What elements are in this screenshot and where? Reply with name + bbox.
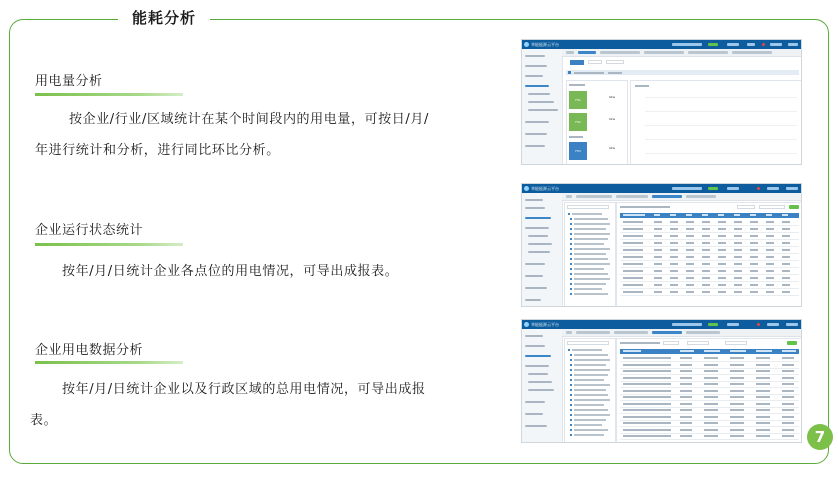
table-cell xyxy=(756,403,770,405)
table-cell xyxy=(734,235,742,237)
table-row-divider xyxy=(620,439,799,440)
table-cell xyxy=(704,390,718,392)
screenshot-power-data-analysis xyxy=(521,319,802,443)
table-cell xyxy=(718,235,726,237)
status-table-panel xyxy=(616,202,802,307)
table-cell xyxy=(782,263,790,265)
table-cell xyxy=(782,270,790,272)
table-cell xyxy=(730,435,744,437)
table-cell xyxy=(704,383,718,385)
table-cell xyxy=(782,284,790,286)
table-cell xyxy=(782,409,794,411)
region-tree-panel xyxy=(564,338,616,443)
app-logo-icon xyxy=(524,186,529,191)
table-row-divider xyxy=(620,426,799,427)
table-cell xyxy=(730,364,744,366)
table-cell xyxy=(623,396,671,398)
table-cell xyxy=(734,242,742,244)
table-cell xyxy=(734,277,742,279)
app-sidebar xyxy=(522,193,563,306)
table-cell xyxy=(702,263,710,265)
table-cell xyxy=(670,235,678,237)
table-cell xyxy=(654,242,662,244)
table-cell xyxy=(623,377,671,379)
table-row-divider xyxy=(620,400,799,401)
table-cell xyxy=(756,364,770,366)
table-cell xyxy=(623,242,643,244)
table-cell xyxy=(730,370,744,372)
section-text-electricity-analysis xyxy=(35,104,505,166)
table-cell xyxy=(782,242,790,244)
table-cell xyxy=(623,416,671,418)
table-cell xyxy=(670,277,678,279)
company-tree-panel xyxy=(564,202,616,307)
table-row-divider xyxy=(620,267,799,268)
table-cell xyxy=(782,416,794,418)
app-sidebar xyxy=(522,49,563,164)
table-cell xyxy=(654,277,662,279)
table-cell xyxy=(766,284,774,286)
table-cell xyxy=(702,228,710,230)
app-logo-icon xyxy=(524,322,529,327)
table-cell xyxy=(680,409,692,411)
table-cell xyxy=(702,221,710,223)
table-row-divider xyxy=(620,288,799,289)
table-cell xyxy=(680,435,692,437)
table-row-divider xyxy=(620,361,799,362)
table-cell xyxy=(718,263,726,265)
table-cell xyxy=(704,422,718,424)
app-title: 华能能源云平台 xyxy=(531,322,559,327)
table-row-divider xyxy=(620,239,799,240)
text-line: 表。 xyxy=(30,413,58,428)
table-cell xyxy=(734,249,742,251)
table-cell xyxy=(766,291,774,293)
app-title: 华能能源云平台 xyxy=(531,42,559,47)
table-cell xyxy=(702,291,710,293)
table-cell xyxy=(734,263,742,265)
table-cell xyxy=(654,291,662,293)
table-cell xyxy=(623,235,643,237)
table-cell xyxy=(730,403,744,405)
table-cell xyxy=(718,228,726,230)
table-cell xyxy=(756,383,770,385)
table-row-divider xyxy=(620,387,799,388)
screenshot-electricity-analysis xyxy=(521,39,802,165)
table-cell xyxy=(718,270,726,272)
table-cell xyxy=(702,284,710,286)
table-cell xyxy=(766,256,774,258)
table-cell xyxy=(766,221,774,223)
app-tabs xyxy=(562,49,801,57)
table-cell xyxy=(730,409,744,411)
table-cell xyxy=(670,270,678,272)
table-cell xyxy=(670,256,678,258)
table-cell xyxy=(704,435,718,437)
table-cell xyxy=(654,270,662,272)
screenshot-operation-status xyxy=(521,183,802,307)
table-cell xyxy=(756,422,770,424)
table-cell xyxy=(730,357,744,359)
table-cell xyxy=(730,429,744,431)
table-cell xyxy=(718,221,726,223)
table-cell xyxy=(734,221,742,223)
section-heading-power-data-analysis: 企业用电数据分析 xyxy=(35,343,144,358)
table-cell xyxy=(623,357,671,359)
section-text-power-data-analysis xyxy=(30,374,505,436)
table-cell xyxy=(704,409,718,411)
text-line: 年进行统计和分析，进行同比环比分析。 xyxy=(35,143,280,158)
table-cell xyxy=(623,390,671,392)
table-cell xyxy=(782,422,794,424)
table-cell xyxy=(750,221,758,223)
table-cell xyxy=(670,228,678,230)
table-cell xyxy=(670,291,678,293)
table-cell xyxy=(756,357,770,359)
table-cell xyxy=(730,422,744,424)
table-cell xyxy=(704,429,718,431)
table-cell xyxy=(686,235,694,237)
table-cell xyxy=(782,256,790,258)
table-cell xyxy=(670,242,678,244)
table-cell xyxy=(756,429,770,431)
table-cell xyxy=(686,291,694,293)
table-cell xyxy=(670,221,678,223)
table-cell xyxy=(750,235,758,237)
table-cell xyxy=(686,256,694,258)
table-cell xyxy=(750,249,758,251)
table-cell xyxy=(756,416,770,418)
table-cell xyxy=(680,383,692,385)
table-cell xyxy=(623,263,643,265)
app-title: 华能能源云平台 xyxy=(531,186,559,191)
app-sidebar xyxy=(522,329,563,442)
table-row-divider xyxy=(620,253,799,254)
table-cell xyxy=(782,383,794,385)
app-topbar xyxy=(522,184,801,193)
table-cell xyxy=(782,277,790,279)
table-cell xyxy=(680,364,692,366)
table-cell xyxy=(680,390,692,392)
table-cell xyxy=(680,357,692,359)
table-cell xyxy=(766,235,774,237)
page-number-badge: 7 xyxy=(807,424,833,450)
table-cell xyxy=(750,228,758,230)
table-cell xyxy=(750,284,758,286)
table-cell xyxy=(718,277,726,279)
app-tabs xyxy=(562,193,801,201)
table-cell xyxy=(766,242,774,244)
table-cell xyxy=(756,396,770,398)
table-row-divider xyxy=(620,381,799,382)
table-cell xyxy=(782,228,790,230)
table-cell xyxy=(750,263,758,265)
kpi-panel xyxy=(566,80,628,165)
table-cell xyxy=(750,270,758,272)
table-cell xyxy=(766,277,774,279)
table-cell xyxy=(623,383,671,385)
table-cell xyxy=(750,291,758,293)
table-cell xyxy=(623,256,643,258)
table-cell xyxy=(670,263,678,265)
app-topbar xyxy=(522,40,801,49)
section-heading-electricity-analysis: 用电量分析 xyxy=(35,74,103,89)
table-cell xyxy=(654,263,662,265)
table-cell xyxy=(670,249,678,251)
table-cell xyxy=(730,416,744,418)
page-title: 能耗分析 xyxy=(118,7,210,28)
kpi-card-code: F03 xyxy=(569,142,587,160)
table-cell xyxy=(734,291,742,293)
table-cell xyxy=(670,284,678,286)
table-cell xyxy=(623,249,643,251)
table-cell xyxy=(782,390,794,392)
table-cell xyxy=(623,429,671,431)
table-cell xyxy=(704,396,718,398)
table-cell xyxy=(782,370,794,372)
table-cell xyxy=(730,377,744,379)
table-row-divider xyxy=(620,433,799,434)
table-cell xyxy=(782,377,794,379)
table-row-divider xyxy=(620,246,799,247)
table-row-divider xyxy=(620,281,799,282)
table-cell xyxy=(750,256,758,258)
table-cell xyxy=(766,270,774,272)
table-cell xyxy=(734,228,742,230)
table-row-divider xyxy=(620,413,799,414)
section-underline xyxy=(35,361,183,364)
table-row-divider xyxy=(620,232,799,233)
table-cell xyxy=(704,364,718,366)
table-cell xyxy=(623,284,643,286)
table-cell xyxy=(756,409,770,411)
table-cell xyxy=(702,242,710,244)
table-cell xyxy=(730,396,744,398)
table-cell xyxy=(702,270,710,272)
table-cell xyxy=(654,249,662,251)
table-cell xyxy=(782,249,790,251)
table-row-divider xyxy=(620,368,799,369)
kpi-card-value: 0kw xyxy=(609,146,616,150)
table-cell xyxy=(623,291,643,293)
table-cell xyxy=(686,249,694,251)
table-cell xyxy=(782,435,794,437)
table-cell xyxy=(686,284,694,286)
table-cell xyxy=(702,277,710,279)
table-cell xyxy=(782,364,794,366)
table-cell xyxy=(680,416,692,418)
table-cell xyxy=(782,221,790,223)
text-line: 按年/月/日统计企业各点位的用电情况，可导出成报表。 xyxy=(62,264,399,279)
table-cell xyxy=(782,357,794,359)
table-cell xyxy=(756,370,770,372)
table-cell xyxy=(702,235,710,237)
table-cell xyxy=(782,429,794,431)
table-cell xyxy=(782,403,794,405)
trend-chart-panel xyxy=(630,80,802,165)
table-cell xyxy=(704,370,718,372)
table-cell xyxy=(686,277,694,279)
table-cell xyxy=(623,228,643,230)
table-cell xyxy=(756,390,770,392)
table-cell xyxy=(704,403,718,405)
table-cell xyxy=(782,235,790,237)
table-cell xyxy=(734,256,742,258)
section-underline xyxy=(35,93,183,96)
table-cell xyxy=(734,270,742,272)
table-cell xyxy=(766,249,774,251)
table-cell xyxy=(718,249,726,251)
table-cell xyxy=(623,364,671,366)
table-cell xyxy=(623,270,643,272)
table-cell xyxy=(756,377,770,379)
power-table-panel xyxy=(616,338,802,443)
table-cell xyxy=(686,221,694,223)
table-cell xyxy=(680,370,692,372)
table-cell xyxy=(718,291,726,293)
table-cell xyxy=(680,403,692,405)
table-cell xyxy=(704,416,718,418)
table-cell xyxy=(686,242,694,244)
table-row-divider xyxy=(620,225,799,226)
table-cell xyxy=(730,383,744,385)
table-cell xyxy=(686,270,694,272)
table-cell xyxy=(680,429,692,431)
table-cell xyxy=(623,277,643,279)
table-cell xyxy=(623,403,671,405)
table-cell xyxy=(718,242,726,244)
table-row-divider xyxy=(620,374,799,375)
table-cell xyxy=(623,221,643,223)
table-cell xyxy=(750,242,758,244)
app-logo-icon xyxy=(524,42,529,47)
table-cell xyxy=(686,263,694,265)
section-text-operation-status xyxy=(35,256,505,287)
app-tabs xyxy=(562,329,801,337)
table-cell xyxy=(782,291,790,293)
table-cell xyxy=(680,377,692,379)
table-cell xyxy=(766,228,774,230)
table-row-divider xyxy=(620,420,799,421)
table-cell xyxy=(702,256,710,258)
kpi-card-value: 0kw xyxy=(609,117,616,121)
table-row-divider xyxy=(620,394,799,395)
table-cell xyxy=(680,422,692,424)
kpi-card-code: F02 xyxy=(569,113,587,131)
table-row-divider xyxy=(620,295,799,296)
table-cell xyxy=(623,409,671,411)
table-cell xyxy=(730,390,744,392)
table-cell xyxy=(654,235,662,237)
table-row-divider xyxy=(620,407,799,408)
app-topbar xyxy=(522,320,801,329)
table-cell xyxy=(766,263,774,265)
table-cell xyxy=(654,228,662,230)
table-cell xyxy=(702,249,710,251)
table-row-divider xyxy=(620,260,799,261)
table-cell xyxy=(704,357,718,359)
section-underline xyxy=(35,243,183,246)
table-row-divider xyxy=(620,274,799,275)
table-cell xyxy=(718,284,726,286)
kpi-card-code: F01 xyxy=(569,91,587,109)
table-cell xyxy=(756,435,770,437)
table-cell xyxy=(734,284,742,286)
section-heading-operation-status: 企业运行状态统计 xyxy=(35,223,144,238)
table-cell xyxy=(623,422,671,424)
text-line: 按企业/行业/区域统计在某个时间段内的用电量，可按日/月/ xyxy=(69,112,429,127)
table-cell xyxy=(654,221,662,223)
table-cell xyxy=(686,228,694,230)
table-cell xyxy=(654,284,662,286)
table-cell xyxy=(654,256,662,258)
table-cell xyxy=(718,256,726,258)
table-cell xyxy=(623,435,671,437)
text-line: 按年/月/日统计企业以及行政区域的总用电情况，可导出成报 xyxy=(62,382,426,397)
table-cell xyxy=(623,370,671,372)
table-cell xyxy=(750,277,758,279)
kpi-card-value: 0kw xyxy=(609,95,616,99)
table-cell xyxy=(782,396,794,398)
table-cell xyxy=(704,377,718,379)
table-cell xyxy=(680,396,692,398)
